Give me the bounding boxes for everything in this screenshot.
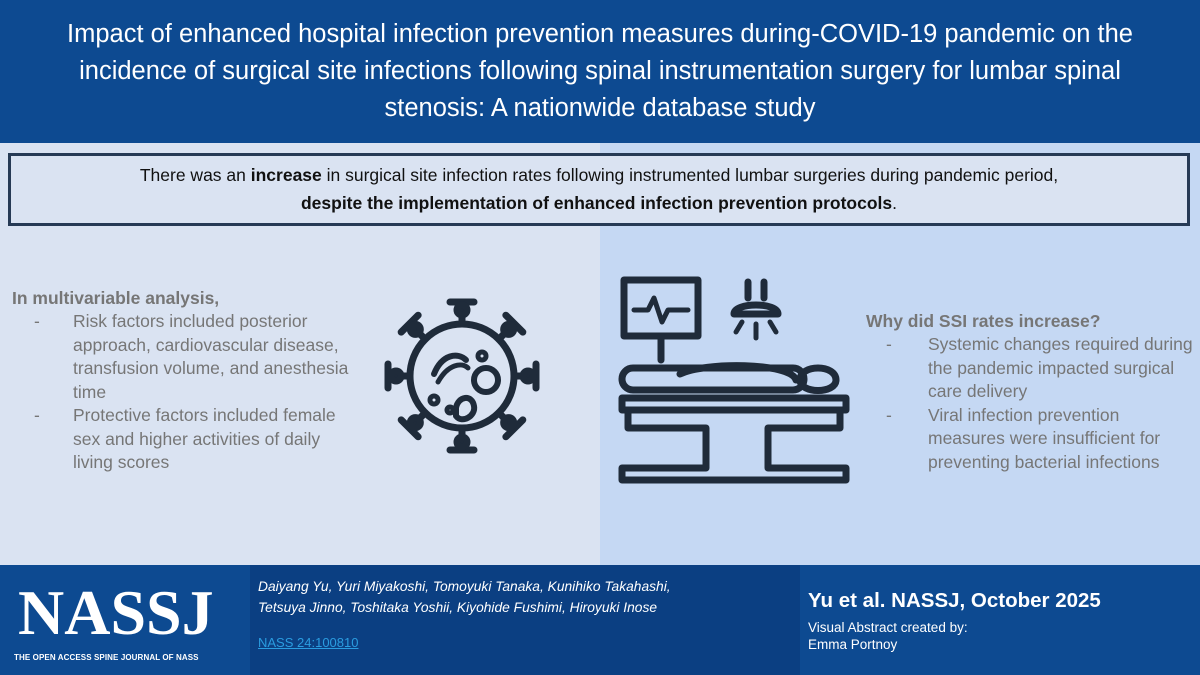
list-item: - Risk factors included posterior approach, cardiovascular disease, transfusion volume, and anesthesia time <box>34 311 349 402</box>
key-finding-box <box>8 153 1190 226</box>
multivariable-analysis-section <box>12 287 357 475</box>
authors-panel <box>250 565 800 675</box>
citation: Yu et al. NASSJ, October 2025 <box>808 589 1101 612</box>
title-banner <box>0 0 1200 143</box>
operating-room-icon <box>600 268 855 493</box>
article-link[interactable]: NASS 24:100810 <box>258 635 359 650</box>
author-list: Daiyang Yu, Yuri Miyakoshi, Tomoyuki Tanaka, Kunihiko Takahashi, Tetsuya Jinno, Toshitaka Yoshii, Kiyohide Fushimi, Hiroyuki Inose <box>258 579 671 615</box>
key-finding-emphasis: increase <box>250 165 322 185</box>
key-finding-emphasis-2: despite the implementation of enhanced infection prevention protocols <box>300 193 893 213</box>
list-item: - Protective factors included female sex and higher activities of daily living scores <box>34 405 336 472</box>
logo-tagline: THE OPEN ACCESS SPINE JOURNAL OF NASS <box>14 653 199 662</box>
bullet-list <box>12 310 357 475</box>
section-heading: Why did SSI rates increase? <box>866 311 1101 331</box>
abstract-credit: Visual Abstract created by: Emma Portnoy <box>808 620 968 652</box>
ssi-increase-section <box>866 310 1196 474</box>
list-item: - Viral infection prevention measures were insufficient for preventing bacterial infections <box>886 404 1161 472</box>
key-finding-line-1: There was an increase in surgical site infection rates following instrumented lumbar surgeries during pandemic period, <box>139 165 1059 185</box>
virus-icon <box>376 290 548 462</box>
logo-wordmark: NASSJ <box>18 577 214 648</box>
footer <box>0 565 1200 675</box>
section-heading: In multivariable analysis, <box>12 288 220 308</box>
journal-logo <box>0 565 250 675</box>
list-item: - Systemic changes required during the pandemic impacted surgical care delivery <box>886 334 1193 401</box>
bullet-list <box>866 333 1196 474</box>
page-title: Impact of enhanced hospital infection prevention measures during-COVID-19 pandemic on the incidence of surgical site infections following spinal instrumentation surgery for lumbar spinal stenosis: A nationwide database study <box>67 20 1133 122</box>
key-finding-line-2: despite the implementation of enhanced infection prevention protocols. <box>300 193 898 213</box>
